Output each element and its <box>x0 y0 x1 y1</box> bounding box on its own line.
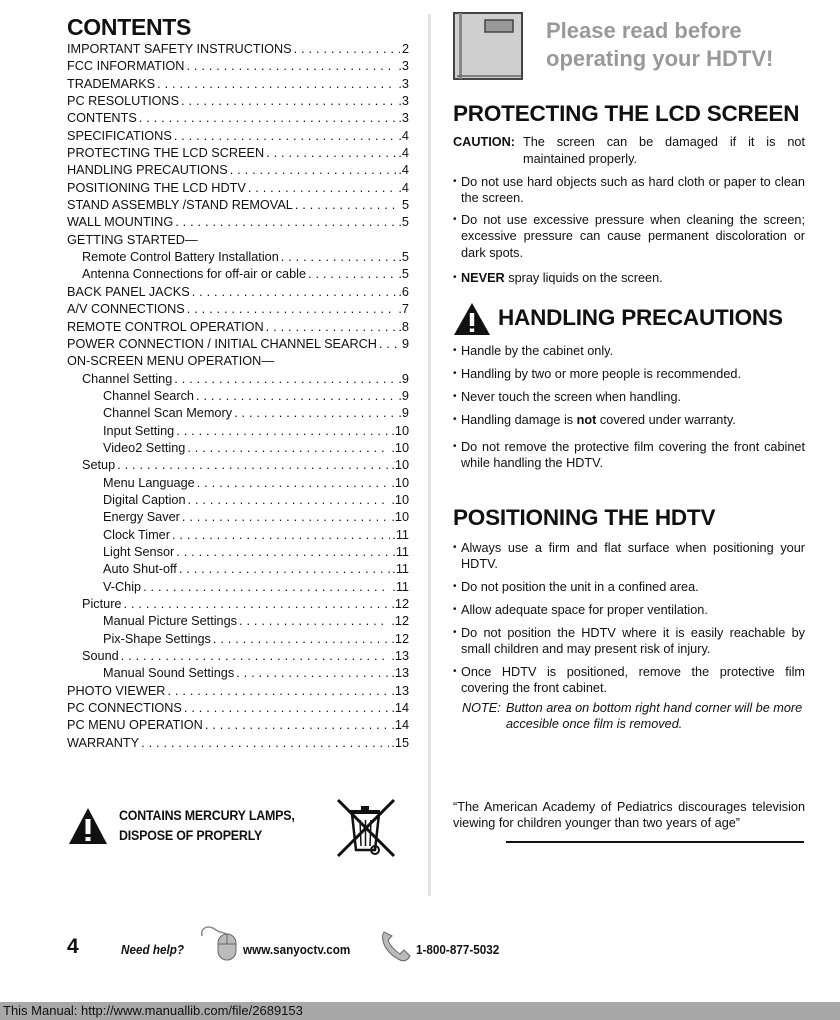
toc-item-title: PC CONNECTIONS <box>67 701 182 716</box>
toc-leader-dots <box>141 735 389 752</box>
toc-item <box>67 735 409 752</box>
toc-item <box>67 613 409 630</box>
toc-leader-dots <box>379 336 400 353</box>
please-read-line-2: operating your HDTV! <box>546 46 774 71</box>
toc-item-page: .3 <box>398 94 409 109</box>
toc-item-title: PROTECTING THE LCD SCREEN <box>67 146 265 161</box>
toc-item-title: Auto Shut-off <box>103 562 177 577</box>
caution-block <box>453 134 805 167</box>
please-read-line-1: Please read before <box>546 18 742 43</box>
protect-bullet-1: • Do not use hard objects such as hard cloth or paper to clean the screen. <box>453 174 805 207</box>
toc-item <box>67 162 409 179</box>
toc-item <box>67 232 409 249</box>
toc-item-title: ON-SCREEN MENU OPERATION— <box>67 354 275 369</box>
toc-leader-dots <box>172 527 390 544</box>
toc-item-page: .11 <box>392 579 409 594</box>
toc-item <box>67 249 409 266</box>
note-label: NOTE: <box>462 701 501 715</box>
toc-item-title: Energy Saver <box>103 510 180 525</box>
toc-item-title: Clock Timer <box>103 527 170 542</box>
book-icon <box>453 12 525 82</box>
toc-item-page: 9 <box>401 336 409 351</box>
contents-section <box>67 14 409 752</box>
toc-item-title: Manual Picture Settings <box>103 614 237 629</box>
never-bold: NEVER <box>461 271 505 285</box>
toc-item-page: .12 <box>391 631 409 646</box>
toc-list <box>67 41 409 752</box>
toc-item-title: CONTENTS <box>67 111 137 126</box>
page-footer <box>0 922 840 972</box>
toc-item <box>67 371 409 388</box>
toc-leader-dots <box>239 613 389 630</box>
caution-line-2: maintained properly. <box>523 151 638 166</box>
toc-item-page: .12 <box>391 614 409 629</box>
positioning-note <box>462 700 807 733</box>
toc-item <box>67 76 409 93</box>
toc-item-title: Channel Search <box>103 388 194 403</box>
positioning-bullet-2: • Do not position the unit in a confined area. <box>453 579 805 595</box>
toc-item <box>67 58 409 75</box>
toc-leader-dots <box>205 717 390 734</box>
column-divider <box>428 14 431 896</box>
toc-item-title: Antenna Connections for off-air or cable <box>82 267 307 282</box>
toc-item-page: .5 <box>398 250 409 265</box>
toc-leader-dots <box>176 423 389 440</box>
toc-item <box>67 180 409 197</box>
toc-item <box>67 683 409 700</box>
toc-leader-dots <box>234 405 396 422</box>
pediatrics-quote <box>453 799 805 832</box>
positioning-bullet-3: • Allow adequate space for proper ventilation. <box>453 602 805 618</box>
handling-title: HANDLING PRECAUTIONS <box>498 305 783 330</box>
toc-item-page: .11 <box>392 544 409 559</box>
toc-item-page: .3 <box>398 59 409 74</box>
toc-leader-dots <box>167 683 389 700</box>
toc-item-page: .3 <box>398 76 409 91</box>
toc-item <box>67 301 409 318</box>
mercury-warning <box>68 796 408 862</box>
toc-item-title: Remote Control Battery Installation <box>82 250 279 265</box>
toc-item <box>67 717 409 734</box>
note-text: Button area on bottom right hand corner will be more accesible once film is removed. <box>506 701 803 732</box>
toc-item-title: Sound <box>82 649 119 664</box>
handling-bullet-2: • Handling by two or more people is recommended. <box>453 366 805 382</box>
toc-leader-dots <box>294 41 400 58</box>
toc-item <box>67 405 409 422</box>
toc-item-page: .13 <box>391 649 409 664</box>
toc-leader-dots <box>121 648 390 665</box>
toc-item-page: .4 <box>398 163 409 178</box>
protect-bullet-2: • Do not use excessive pressure when cleaning the screen; excessive pressure can cause permanent discoloration or dark spots. <box>453 212 805 261</box>
toc-item-title: POSITIONING THE LCD HDTV <box>67 180 246 195</box>
toc-item-page: .4 <box>398 180 409 195</box>
phone-icon <box>378 928 414 964</box>
toc-item-title: Pix-Shape Settings <box>103 631 211 646</box>
toc-item-title: PHOTO VIEWER <box>67 683 166 698</box>
toc-item <box>67 700 409 717</box>
damage-pre: Handling damage is <box>461 413 577 427</box>
toc-item-title: SPECIFICATIONS <box>67 128 172 143</box>
toc-item-page: .10 <box>391 440 409 455</box>
toc-item-page: .5 <box>398 267 409 282</box>
toc-item-title: Picture <box>82 597 122 611</box>
toc-leader-dots <box>230 162 397 179</box>
toc-item <box>67 214 409 231</box>
source-bar[interactable]: This Manual: http://www.manuallib.com/file/2689153 <box>0 1002 840 1020</box>
toc-item-title: POWER CONNECTION / INITIAL CHANNEL SEARCH <box>67 336 377 351</box>
toc-item-page: .5 <box>398 215 409 230</box>
toc-leader-dots <box>181 93 396 110</box>
toc-item-page: .11 <box>392 562 409 577</box>
toc-leader-dots <box>124 596 390 613</box>
toc-item <box>67 475 409 492</box>
positioning-title: POSITIONING THE HDTV <box>453 505 716 530</box>
toc-item <box>67 93 409 110</box>
toc-item-page: .13 <box>391 666 409 681</box>
toc-item-title: HANDLING PRECAUTIONS <box>67 163 228 178</box>
toc-item-page: .10 <box>391 492 409 507</box>
toc-item-title: Setup <box>82 458 116 473</box>
website-link[interactable]: www.sanyoctv.com <box>243 942 351 957</box>
toc-item <box>67 648 409 665</box>
toc-item <box>67 509 409 526</box>
handling-bullet-1: • Handle by the cabinet only. <box>453 343 805 359</box>
toc-leader-dots <box>186 58 396 75</box>
toc-item-title: Manual Sound Settings <box>103 666 235 681</box>
toc-leader-dots <box>281 249 397 266</box>
toc-item <box>67 423 409 440</box>
toc-item-page: .7 <box>398 302 409 317</box>
toc-item <box>67 561 409 578</box>
toc-item-title: Video2 Setting <box>103 440 186 455</box>
toc-item <box>67 266 409 283</box>
toc-leader-dots <box>139 110 397 127</box>
toc-item-page: .6 <box>398 284 409 299</box>
toc-item-page: .14 <box>391 718 409 733</box>
toc-item <box>67 579 409 596</box>
page-number: 4 <box>67 935 79 958</box>
toc-leader-dots <box>174 128 397 145</box>
protect-bullet-never <box>453 270 805 286</box>
toc-item-title: TRADEMARKS <box>67 76 156 91</box>
mercury-line-1: CONTAINS MERCURY LAMPS, <box>119 808 295 823</box>
toc-leader-dots <box>308 266 396 283</box>
toc-item-page: .8 <box>398 319 409 334</box>
protecting-title: PROTECTING THE LCD SCREEN <box>453 101 800 126</box>
toc-item-page: .9 <box>398 406 409 421</box>
toc-leader-dots <box>236 665 389 682</box>
toc-item <box>67 145 409 162</box>
toc-item-title: A/V CONNECTIONS <box>67 302 185 317</box>
toc-item-page: .15 <box>391 735 409 750</box>
toc-item <box>67 388 409 405</box>
toc-item <box>67 596 409 613</box>
caution-label: CAUTION: <box>453 135 516 149</box>
toc-item-title: V-Chip <box>103 579 142 594</box>
toc-item-title: GETTING STARTED— <box>67 232 198 247</box>
toc-item <box>67 544 409 561</box>
toc-leader-dots <box>143 579 390 596</box>
toc-item <box>67 457 409 474</box>
handling-bullet-film: • Do not remove the protective film covering the front cabinet while handling the HDTV. <box>453 439 805 472</box>
toc-item-page: .13 <box>391 683 409 698</box>
toc-item-page: .14 <box>391 701 409 716</box>
positioning-bullet-4: • Do not position the HDTV where it is easily reachable by small children and may present risk of injury. <box>453 625 805 658</box>
toc-item-title: PC MENU OPERATION <box>67 718 203 733</box>
toc-leader-dots <box>266 145 396 162</box>
positioning-bullet-1: • Always use a firm and flat surface when positioning your HDTV. <box>453 540 805 573</box>
toc-item-page: .4 <box>398 128 409 143</box>
toc-item-title: IMPORTANT SAFETY INSTRUCTIONS <box>67 42 292 56</box>
toc-item <box>67 197 409 214</box>
damage-bold: not <box>576 413 597 427</box>
toc-leader-dots <box>157 76 396 93</box>
toc-item <box>67 440 409 457</box>
toc-leader-dots <box>248 180 397 197</box>
toc-item <box>67 492 409 509</box>
toc-item-page: 2 <box>401 42 409 56</box>
please-read-heading <box>546 17 773 73</box>
toc-item <box>67 665 409 682</box>
toc-leader-dots <box>213 631 389 648</box>
toc-leader-dots <box>174 371 396 388</box>
toc-item <box>67 284 409 301</box>
toc-item-title: WALL MOUNTING <box>67 215 174 230</box>
toc-item-page: .9 <box>398 371 409 386</box>
toc-leader-dots <box>182 509 389 526</box>
toc-leader-dots <box>176 544 390 561</box>
toc-item <box>67 128 409 145</box>
toc-leader-dots <box>117 457 389 474</box>
toc-item-page: .10 <box>391 458 409 473</box>
toc-item <box>67 41 409 58</box>
caution-line-1: The screen can be damaged if it is not <box>523 135 805 149</box>
crossed-out-bin-icon <box>334 796 398 860</box>
warning-triangle-icon <box>68 806 108 846</box>
positioning-bullet-5: • Once HDTV is positioned, remove the protective film covering the front cabinet. <box>453 664 805 697</box>
mercury-text <box>119 806 295 846</box>
toc-item <box>67 631 409 648</box>
toc-leader-dots <box>187 301 397 318</box>
quote-text: “The American Academy of Pediatrics discourages television viewing for children younger than two years of age” <box>453 800 805 831</box>
toc-item-page: .3 <box>398 111 409 126</box>
mercury-line-2: DISPOSE OF PROPERLY <box>119 828 263 843</box>
need-help-label: Need help? <box>121 942 185 957</box>
toc-item-title: REMOTE CONTROL OPERATION <box>67 319 264 334</box>
toc-item-title: WARRANTY <box>67 735 140 750</box>
toc-leader-dots <box>192 284 397 301</box>
toc-leader-dots <box>295 197 400 214</box>
handling-bullet-3: • Never touch the screen when handling. <box>453 389 805 405</box>
toc-item <box>67 353 409 370</box>
toc-item-title: FCC INFORMATION <box>67 59 185 74</box>
toc-item-title: BACK PANEL JACKS <box>67 284 190 299</box>
toc-item-title: PC RESOLUTIONS <box>67 94 180 109</box>
toc-leader-dots <box>187 440 389 457</box>
toc-leader-dots <box>175 214 396 231</box>
warning-triangle-icon <box>453 302 491 336</box>
mouse-icon <box>198 922 240 962</box>
quote-rule <box>506 841 804 843</box>
toc-item <box>67 336 409 353</box>
toc-leader-dots <box>179 561 390 578</box>
toc-item-title: Digital Caption <box>103 492 186 507</box>
toc-leader-dots <box>196 388 396 405</box>
toc-item-page: .11 <box>392 527 409 542</box>
toc-item-title: Channel Scan Memory <box>103 406 233 421</box>
toc-item-page: .10 <box>391 475 409 490</box>
toc-item-title: Light Sensor <box>103 544 175 559</box>
toc-item-title: Input Setting <box>103 423 175 438</box>
never-rest: spray liquids on the screen. <box>504 271 663 285</box>
toc-leader-dots <box>197 475 390 492</box>
toc-item <box>67 319 409 336</box>
toc-leader-dots <box>184 700 389 717</box>
contents-title: CONTENTS <box>67 14 192 40</box>
handling-bullet-damage <box>453 412 805 428</box>
toc-item-page: .4 <box>398 146 409 161</box>
damage-post: covered under warranty. <box>596 413 736 427</box>
toc-leader-dots <box>266 319 397 336</box>
toc-item-page: .9 <box>398 388 409 403</box>
toc-item-page: .10 <box>391 510 409 525</box>
toc-item-page: 5 <box>401 198 409 213</box>
toc-item <box>67 110 409 127</box>
toc-item <box>67 527 409 544</box>
toc-leader-dots <box>188 492 390 509</box>
toc-item-title: STAND ASSEMBLY /STAND REMOVAL <box>67 198 293 213</box>
toc-item-title: Menu Language <box>103 475 195 490</box>
phone-number[interactable]: 1-800-877-5032 <box>416 942 500 957</box>
toc-item-page: .10 <box>391 423 409 438</box>
toc-item-page: .12 <box>391 597 409 611</box>
toc-item-title: Channel Setting <box>82 371 173 386</box>
